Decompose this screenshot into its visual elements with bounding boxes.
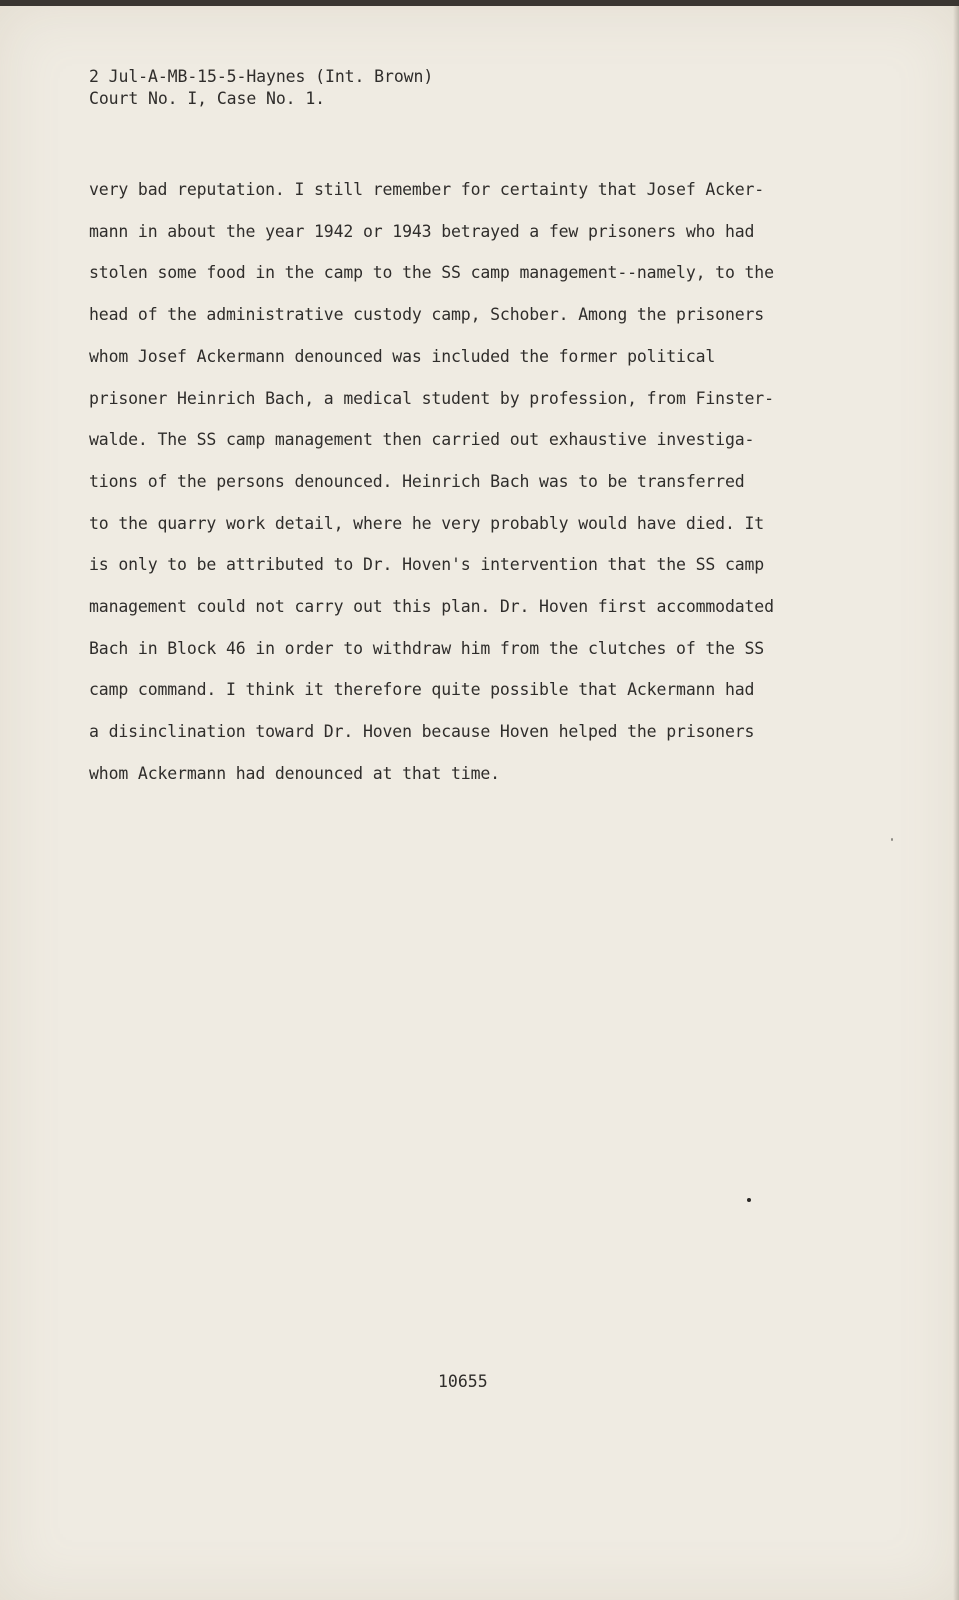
body-line: mann in about the year 1942 or 1943 betrayed a few prisoners who had xyxy=(89,221,755,241)
paper-speck xyxy=(747,1198,751,1202)
body-line: a disinclination toward Dr. Hoven because Hoven helped the prisoners xyxy=(89,722,755,742)
body-line: prisoner Heinrich Bach, a medical student by profession, from Finster- xyxy=(89,388,774,408)
header-reference-line: 2 Jul-A-MB-15-5-Haynes (Int. Brown) xyxy=(89,67,434,86)
header-case-line: Court No. I, Case No. 1. xyxy=(89,89,326,108)
document-page xyxy=(0,6,959,1600)
document-body xyxy=(89,169,919,795)
body-line: tions of the persons denounced. Heinrich Bach was to be transferred xyxy=(89,471,745,491)
body-line: to the quarry work detail, where he very probably would have died. It xyxy=(89,513,765,533)
body-line: whom Josef Ackermann denounced was included the former political xyxy=(89,346,716,366)
body-line: is only to be attributed to Dr. Hoven's intervention that the SS camp xyxy=(89,555,765,575)
body-line: head of the administrative custody camp, Schober. Among the prisoners xyxy=(89,305,765,325)
body-line: management could not carry out this plan. Dr. Hoven first accommodated xyxy=(89,597,774,617)
body-line: Bach in Block 46 in order to withdraw him from the clutches of the SS xyxy=(89,638,765,658)
page-number: 10655 xyxy=(438,1372,488,1391)
paper-speck xyxy=(891,838,893,841)
document-header xyxy=(89,66,433,110)
body-line: camp command. I think it therefore quite possible that Ackermann had xyxy=(89,680,755,700)
body-line: walde. The SS camp management then carried out exhaustive investiga- xyxy=(89,430,755,450)
body-line: stolen some food in the camp to the SS camp management--namely, to the xyxy=(89,263,774,283)
body-line: whom Ackermann had denounced at that time. xyxy=(89,763,500,783)
body-line: very bad reputation. I still remember for certainty that Josef Acker- xyxy=(89,180,765,199)
